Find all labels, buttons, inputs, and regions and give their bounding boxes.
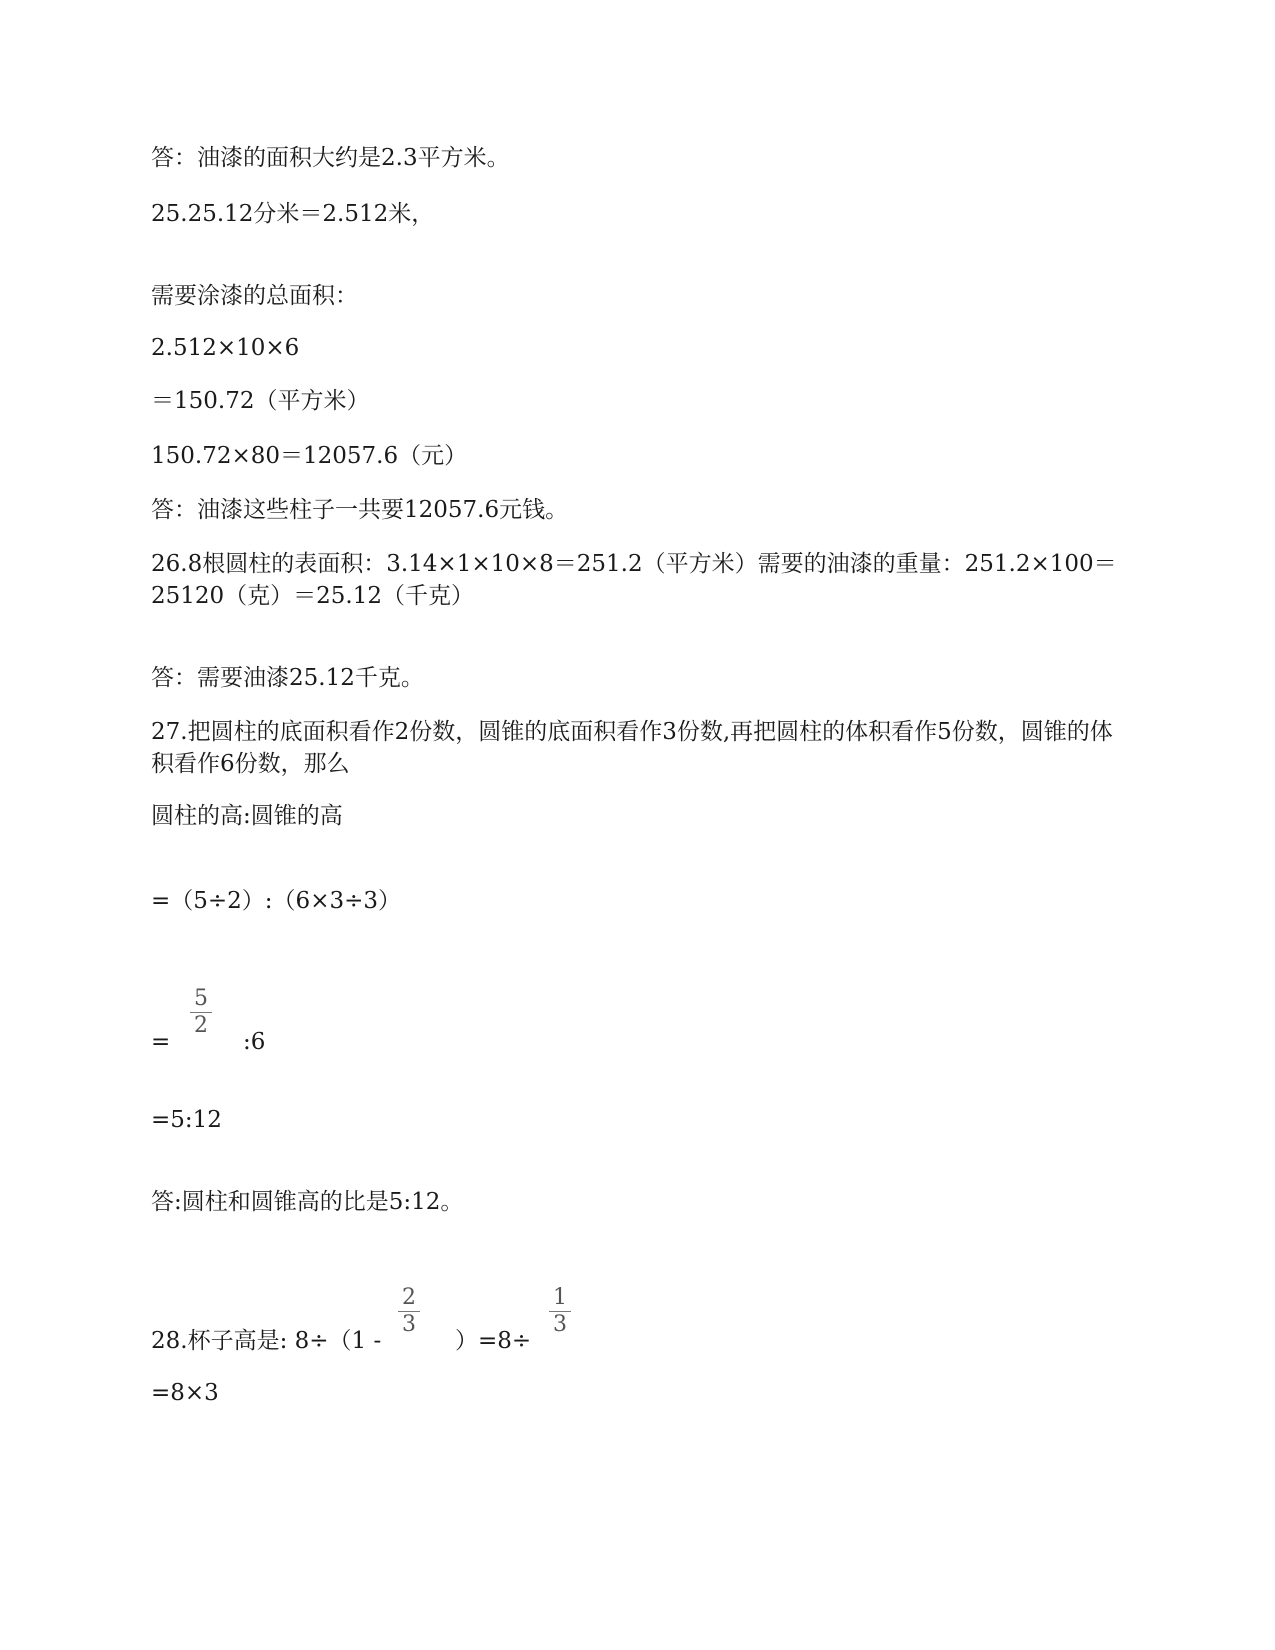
ratio-result: =5:12	[151, 1107, 222, 1133]
cup-height-step: =8×3	[151, 1380, 219, 1406]
problem-25-start: 25.25.12分米＝2.512米，	[151, 201, 435, 227]
fraction-five-halves	[190, 987, 212, 1038]
fraction-numerator: 1	[553, 1285, 567, 1310]
fraction-denominator: 2	[194, 1013, 208, 1038]
answer-height-ratio: 答:圆柱和圆锥高的比是5:12。	[151, 1189, 464, 1215]
problem-26-solution: 26.8根圆柱的表面积：3.14×1×10×8＝251.2（平方米）需要的油漆的重量：251.2×100＝25120（克）＝25.12（千克）	[151, 551, 1117, 609]
problem-28-divide: ）=8÷	[455, 1328, 532, 1354]
answer-paint-area: 答：油漆的面积大约是2.3平方米。	[151, 145, 510, 171]
answer-total-cost: 答：油漆这些柱子一共要12057.6元钱。	[151, 497, 569, 523]
problem-28-start: 28.杯子高是: 8÷（1 -	[151, 1328, 382, 1354]
fraction-denominator: 3	[553, 1312, 567, 1337]
fraction-two-thirds	[398, 1286, 420, 1337]
problem-27-setup: 27.把圆柱的底面积看作2份数，圆锥的底面积看作3份数,再把圆柱的体积看作5份数，圆锥的体积看作6份数，那么	[151, 719, 1113, 777]
cost-calculation: 150.72×80＝12057.6（元）	[151, 443, 468, 469]
total-paint-area-label: 需要涂漆的总面积：	[151, 283, 358, 309]
answer-paint-weight: 答：需要油漆25.12千克。	[151, 665, 424, 691]
height-ratio-label: 圆柱的高:圆锥的高	[151, 803, 343, 829]
fraction-numerator: 5	[194, 986, 208, 1011]
area-result: ＝150.72（平方米）	[151, 388, 370, 414]
ratio-expression: =（5÷2）:（6×3÷3）	[151, 888, 402, 914]
fraction-one-third	[549, 1286, 571, 1337]
fraction-numerator: 2	[402, 1285, 416, 1310]
ratio-equals-sign: =	[151, 1029, 171, 1055]
area-expression: 2.512×10×6	[151, 335, 300, 361]
ratio-right-term: :6	[243, 1029, 266, 1055]
fraction-denominator: 3	[402, 1312, 416, 1337]
